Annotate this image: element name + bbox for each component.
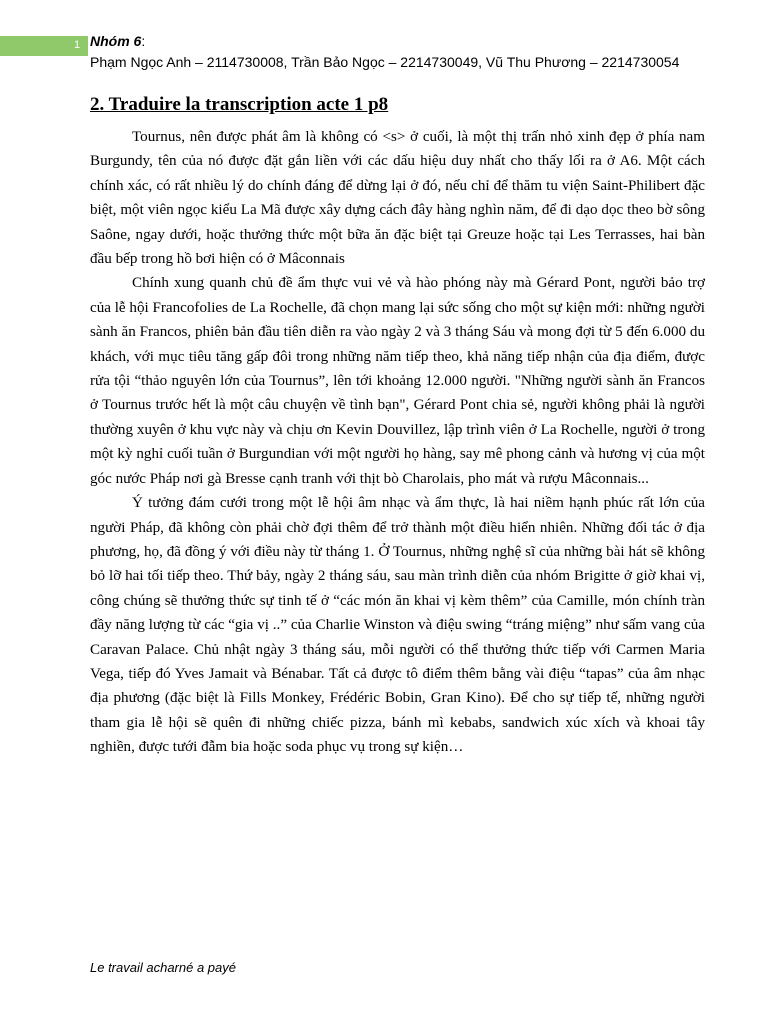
section-heading: 2. Traduire la transcription acte 1 p8 bbox=[90, 94, 389, 115]
body-text bbox=[90, 125, 705, 760]
group-line bbox=[90, 31, 730, 52]
paragraph-1: Tournus, nên được phát âm là không có <s> ở cuối, là một thị trấn nhỏ xinh đẹp ở phía nam Burgundy, tên của nó được đặt gắn liền với các dấu hiệu duy nhất cho thấy lối ra ở A6. Một cách chính xác, có rất nhiều lý do chính đáng để dừng lại ở đó, nếu chỉ để thăm tu viện Saint-Philibert đặc biệt, một viên ngọc kiểu La Mã được xây dựng cách đây hàng nghìn năm, để đi dạo dọc theo bờ sông Saône, ngay dưới, hoặc thưởng thức một bữa ăn đặc biệt tại Greuze hoặc tại Les Terrasses, hai bàn đầu bếp trong hồ bơi hiện có ở Mâconnais bbox=[90, 129, 705, 268]
group-label: Nhóm 6 bbox=[90, 33, 142, 49]
group-members: Phạm Ngọc Anh – 2114730008, Trần Bảo Ngọc – 2214730049, Vũ Thu Phương – 2214730054 bbox=[90, 54, 680, 70]
footer-text: Le travail acharné a payé bbox=[90, 960, 236, 975]
group-colon: : bbox=[141, 33, 146, 49]
page-number: 1 bbox=[74, 39, 81, 51]
paragraph-3: Ý tưởng đám cưới trong một lễ hội âm nhạc và ẩm thực, là hai niềm hạnh phúc rất lớn của người Pháp, đã không còn phải chờ đợi thêm để trở thành một điều hiển nhiên. Những đối tác ở địa phương, họ, đã đồng ý với điều này từ tháng 1. Ở Tournus, những nghệ sĩ của những bài hát sẽ không bỏ lỡ hai tối tiếp theo. Thứ bảy, ngày 2 tháng sáu, sau màn trình diễn của nhóm Brigitte ở giờ khai vị, công chúng sẽ thưởng thức sự tinh tế ở “các món ăn khai vị kèm thêm” của Camille, món chính tràn đầy năng lượng từ các “gia vị ..” của Charlie Winston và điệu swing “tráng miệng” như sấm vang của Caravan Palace. Chủ nhật ngày 3 tháng sáu, mỗi người có thể thưởng thức tiếp với Carmen Maria Vega, tiếp đó Yves Jamait và Bénabar. Tất cả được tô điểm thêm bằng vài điệu “tapas” của âm nhạc địa phương (đặc biệt là Fills Monkey, Frédéric Bobin, Gran Kino). Để cho sự tiếp tế, những người tham gia lễ hội sẽ quên đi những chiếc pizza, bánh mì kebabs, sandwich xúc xích và khoai tây nghiền, được tưới đẫm bia hoặc soda phục vụ trong sự kiện… bbox=[90, 495, 705, 756]
document-header bbox=[90, 31, 730, 73]
paragraph-2: Chính xung quanh chủ đề ẩm thực vui vẻ và hào phóng này mà Gérard Pont, người bảo trợ của lễ hội Francofolies de La Rochelle, đã chọn mang lại sức sống cho một sự kiện mới: những người sành ăn Francos, phiên bản đầu tiên diễn ra vào ngày 2 và 3 tháng Sáu và mong đợi từ 5 đến 6.000 du khách, với mục tiêu tăng gấp đôi trong những năm tiếp theo, khả năng tiếp nhận của địa điểm, được rửa tội “thảo nguyên lớn của Tournus”, lên tới khoảng 12.000 người. "Những người sành ăn Francos ở Tournus trước hết là một câu chuyện về tình bạn", Gérard Pont chia sẻ, người không phải là người thường xuyên ở khu vực này và chịu ơn Kevin Douvillez, lập trình viên ở La Rochelle, người ở trong một kỳ nghỉ cuối tuần ở Burgundian với một người họ hàng, say mê phong cảnh và hương vị của một góc nước Pháp nơi gà Bresse cạnh tranh với thịt bò Charolais, pho mát và rượu Mâconnais... bbox=[90, 275, 705, 487]
